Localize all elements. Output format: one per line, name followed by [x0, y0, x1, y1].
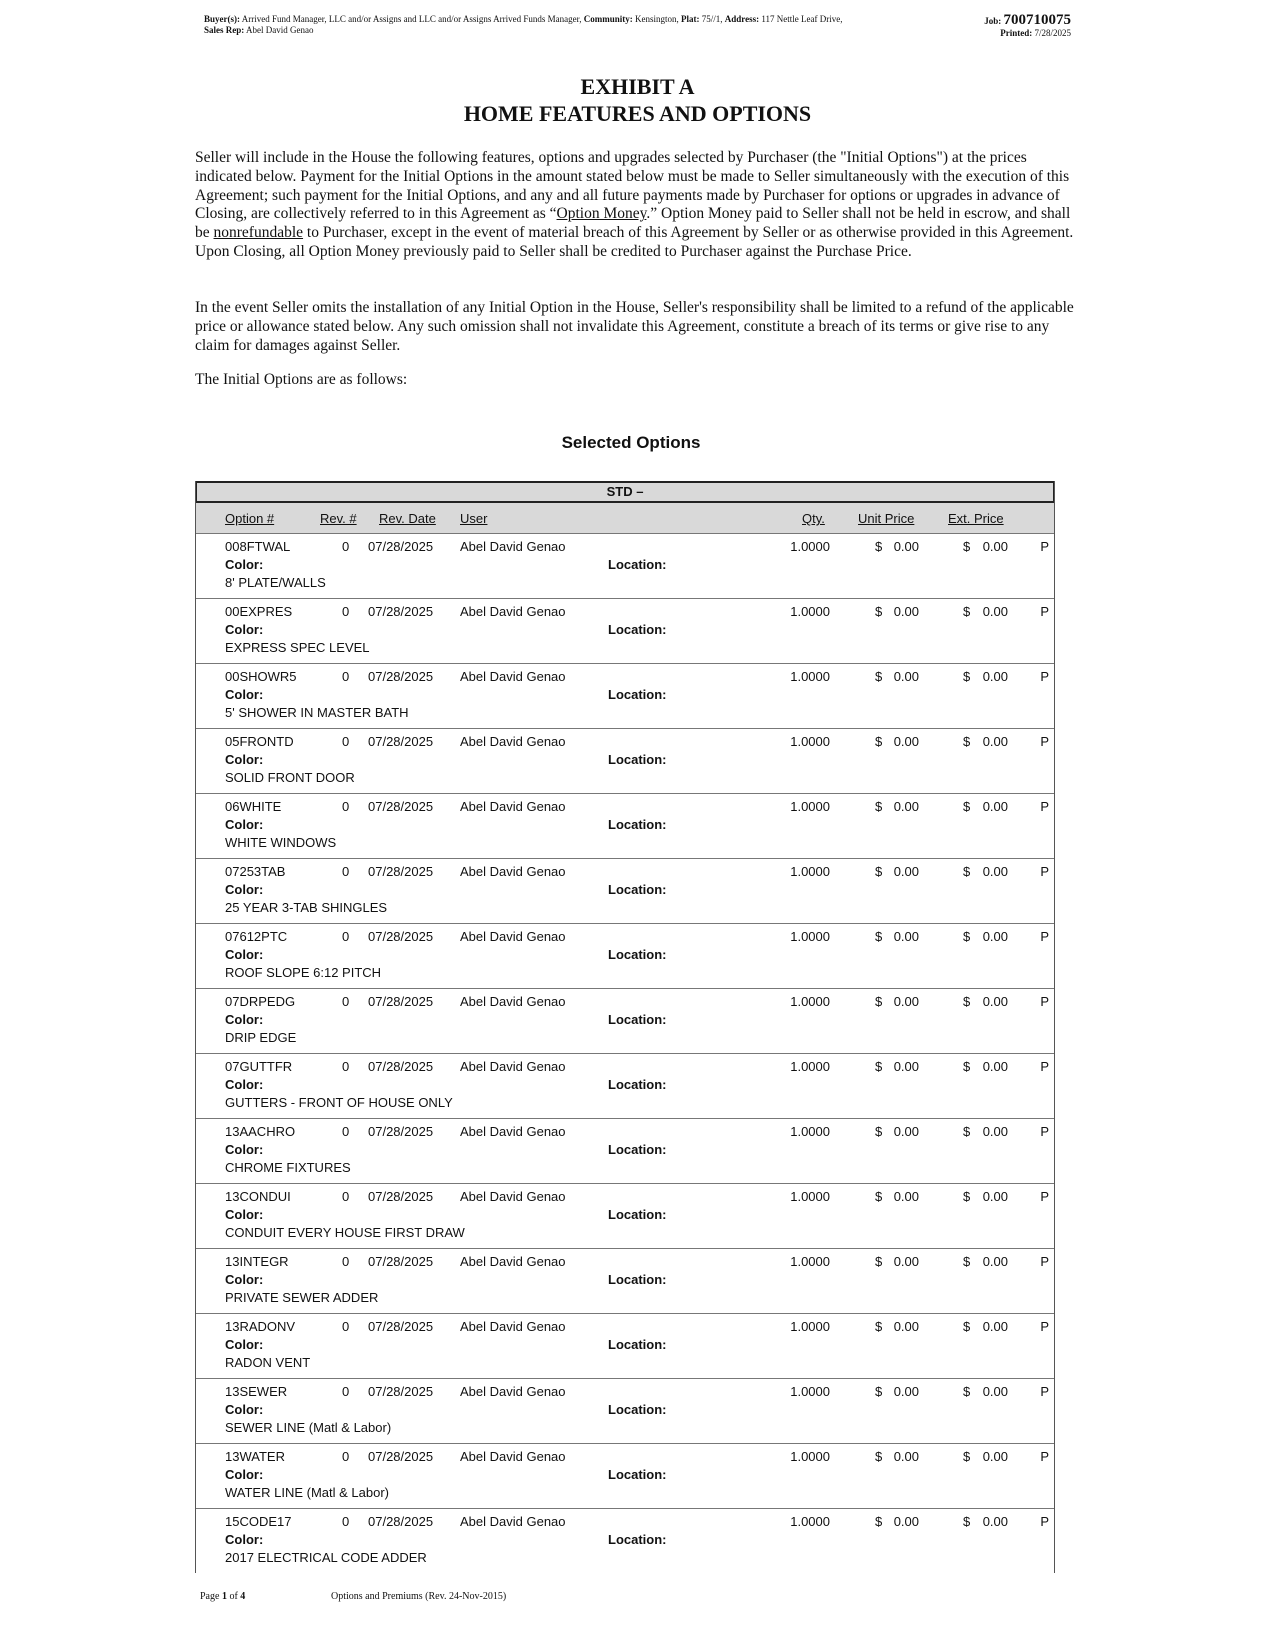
quantity: 1.0000 [790, 1124, 830, 1139]
location-label: Location: [608, 1012, 667, 1027]
location-label: Location: [608, 817, 667, 832]
ext-currency: $ [963, 799, 971, 814]
option-code: 13WATER [225, 1449, 285, 1464]
table-row [196, 794, 1054, 859]
rev-date: 07/28/2025 [368, 1449, 434, 1464]
selected-options-title: Selected Options [561, 433, 701, 452]
status-flag: P [1040, 799, 1049, 814]
quantity: 1.0000 [790, 1189, 830, 1204]
option-description: WHITE WINDOWS [225, 835, 337, 850]
table-row [196, 664, 1054, 729]
unit-currency: $ [875, 929, 883, 944]
table-row [196, 1054, 1054, 1119]
color-label: Color: [225, 1272, 264, 1287]
ext-currency: $ [963, 1189, 971, 1204]
color-label: Color: [225, 1337, 264, 1352]
community-value: Kensington, [635, 14, 679, 24]
unit-price: 0.00 [893, 799, 919, 814]
paragraph-omission: In the event Seller omits the installation of any Initial Option in the House, Seller's responsibility shall be limited to a refund of the applicable price or allowance stated below. Any such omission shall not invalidate this Agreement, constitute a breach of its terms or give rise to any claim for damages against Seller. [195, 299, 1074, 354]
location-label: Location: [608, 1467, 667, 1482]
rev-number: 0 [342, 1319, 350, 1334]
ext-price: 0.00 [982, 929, 1008, 944]
rev-date: 07/28/2025 [368, 1384, 434, 1399]
unit-price: 0.00 [893, 1254, 919, 1269]
ext-currency: $ [963, 1384, 971, 1399]
unit-price: 0.00 [893, 1189, 919, 1204]
location-label: Location: [608, 1402, 667, 1417]
ext-currency: $ [963, 1124, 971, 1139]
status-flag: P [1040, 539, 1049, 554]
community-label: Community: [583, 14, 633, 24]
status-flag: P [1040, 1514, 1049, 1529]
unit-price: 0.00 [893, 669, 919, 684]
user-name: Abel David Genao [460, 864, 566, 879]
status-flag: P [1040, 1189, 1049, 1204]
option-description: 8' PLATE/WALLS [225, 575, 326, 590]
location-label: Location: [608, 687, 667, 702]
user-name: Abel David Genao [460, 734, 566, 749]
user-name: Abel David Genao [460, 929, 566, 944]
nonrefundable-term: nonrefundable [213, 224, 304, 242]
unit-price: 0.00 [893, 1319, 919, 1334]
user-name: Abel David Genao [460, 799, 566, 814]
location-label: Location: [608, 947, 667, 962]
user-name: Abel David Genao [460, 1059, 566, 1074]
page-total: 4 [240, 1591, 246, 1602]
ext-currency: $ [963, 864, 971, 879]
user-name: Abel David Genao [460, 1514, 566, 1529]
ext-price: 0.00 [982, 1059, 1008, 1074]
unit-price: 0.00 [893, 1059, 919, 1074]
location-label: Location: [608, 752, 667, 767]
option-code: 13RADONV [225, 1319, 296, 1334]
option-description: RADON VENT [225, 1355, 311, 1370]
rev-date: 07/28/2025 [368, 929, 434, 944]
option-code: 13CONDUI [225, 1189, 291, 1204]
option-code: 15CODE17 [225, 1514, 292, 1529]
unit-price: 0.00 [893, 604, 919, 619]
table-row [196, 1509, 1054, 1573]
user-name: Abel David Genao [460, 1384, 566, 1399]
unit-currency: $ [875, 1189, 883, 1204]
sales-rep-label: Sales Rep: [204, 25, 245, 35]
rev-number: 0 [342, 539, 350, 554]
ext-price: 0.00 [982, 539, 1008, 554]
color-label: Color: [225, 1142, 264, 1157]
unit-currency: $ [875, 1319, 883, 1334]
options-table [195, 481, 1055, 1573]
color-label: Color: [225, 1012, 264, 1027]
rev-number: 0 [342, 1189, 350, 1204]
option-description: DRIP EDGE [225, 1030, 297, 1045]
quantity: 1.0000 [790, 1059, 830, 1074]
status-flag: P [1040, 669, 1049, 684]
option-code: 13AACHRO [225, 1124, 296, 1139]
unit-currency: $ [875, 1124, 883, 1139]
option-description: 5' SHOWER IN MASTER BATH [225, 705, 409, 720]
document-header [204, 14, 964, 36]
plat-label: Plat: [681, 14, 700, 24]
rev-number: 0 [342, 734, 350, 749]
rev-date: 07/28/2025 [368, 864, 434, 879]
color-label: Color: [225, 557, 264, 572]
ext-price: 0.00 [982, 994, 1008, 1009]
ext-currency: $ [963, 1319, 971, 1334]
unit-currency: $ [875, 604, 883, 619]
location-label: Location: [608, 1207, 667, 1222]
status-flag: P [1040, 994, 1049, 1009]
user-name: Abel David Genao [460, 994, 566, 1009]
unit-currency: $ [875, 1449, 883, 1464]
unit-currency: $ [875, 1514, 883, 1529]
option-code: 07DRPEDG [225, 994, 296, 1009]
user-name: Abel David Genao [460, 1319, 566, 1334]
color-label: Color: [225, 947, 264, 962]
option-code: 07GUTTFR [225, 1059, 293, 1074]
ext-price: 0.00 [982, 1189, 1008, 1204]
unit-price: 0.00 [893, 994, 919, 1009]
color-label: Color: [225, 687, 264, 702]
ext-currency: $ [963, 734, 971, 749]
ext-currency: $ [963, 604, 971, 619]
status-flag: P [1040, 1319, 1049, 1334]
color-label: Color: [225, 622, 264, 637]
option-description: ROOF SLOPE 6:12 PITCH [225, 965, 382, 980]
option-description: WATER LINE (Matl & Labor) [225, 1485, 389, 1500]
quantity: 1.0000 [790, 1384, 830, 1399]
rev-number: 0 [342, 864, 350, 879]
status-flag: P [1040, 1449, 1049, 1464]
ext-currency: $ [963, 1449, 971, 1464]
quantity: 1.0000 [790, 1449, 830, 1464]
ext-currency: $ [963, 994, 971, 1009]
status-flag: P [1040, 604, 1049, 619]
quantity: 1.0000 [790, 604, 830, 619]
option-description: GUTTERS - FRONT OF HOUSE ONLY [225, 1095, 453, 1110]
table-row [196, 599, 1054, 664]
paragraph-options-intro: The Initial Options are as follows: [195, 371, 408, 388]
header-line-1 [204, 14, 964, 25]
rev-date: 07/28/2025 [368, 1189, 434, 1204]
unit-price: 0.00 [893, 1124, 919, 1139]
table-row [196, 1314, 1054, 1379]
ext-currency: $ [963, 1514, 971, 1529]
option-money-term: Option Money [556, 205, 647, 223]
buyers-value: Arrived Fund Manager, LLC and/or Assigns and LLC and/or Assigns Arrived Funds Manager, [241, 14, 582, 24]
rev-date: 07/28/2025 [368, 1059, 434, 1074]
option-code: 07253TAB [225, 864, 286, 879]
user-name: Abel David Genao [460, 604, 566, 619]
rev-date: 07/28/2025 [368, 734, 434, 749]
color-label: Color: [225, 1077, 264, 1092]
ext-currency: $ [963, 1254, 971, 1269]
status-flag: P [1040, 1384, 1049, 1399]
option-code: 05FRONTD [225, 734, 294, 749]
ext-currency: $ [963, 1059, 971, 1074]
unit-price: 0.00 [893, 1384, 919, 1399]
col-user: User [460, 511, 488, 526]
status-flag: P [1040, 1254, 1049, 1269]
option-code: 06WHITE [225, 799, 282, 814]
unit-price: 0.00 [893, 539, 919, 554]
ext-price: 0.00 [982, 604, 1008, 619]
quantity: 1.0000 [790, 1254, 830, 1269]
exhibit-title: EXHIBIT A [580, 74, 695, 99]
ext-price: 0.00 [982, 669, 1008, 684]
unit-currency: $ [875, 539, 883, 554]
ext-price: 0.00 [982, 1319, 1008, 1334]
col-rev: Rev. # [320, 511, 357, 526]
option-description: CHROME FIXTURES [225, 1160, 351, 1175]
option-code: 00EXPRES [225, 604, 293, 619]
ext-price: 0.00 [982, 1449, 1008, 1464]
address-label: Address: [724, 14, 760, 24]
table-row [196, 534, 1054, 599]
unit-price: 0.00 [893, 929, 919, 944]
quantity: 1.0000 [790, 1319, 830, 1334]
table-row [196, 1379, 1054, 1444]
col-unit-price: Unit Price [858, 511, 915, 526]
ext-price: 0.00 [982, 734, 1008, 749]
unit-currency: $ [875, 1059, 883, 1074]
user-name: Abel David Genao [460, 1124, 566, 1139]
option-code: 008FTWAL [225, 539, 291, 554]
rev-number: 0 [342, 1514, 350, 1529]
ext-price: 0.00 [982, 1124, 1008, 1139]
ext-price: 0.00 [982, 864, 1008, 879]
job-label: Job: [984, 16, 1002, 26]
option-description: SOLID FRONT DOOR [225, 770, 355, 785]
option-description: PRIVATE SEWER ADDER [225, 1290, 379, 1305]
color-label: Color: [225, 1402, 264, 1417]
unit-currency: $ [875, 1254, 883, 1269]
std-bar: STD – [195, 481, 1055, 503]
printed-date: 7/28/2025 [1034, 28, 1071, 38]
location-label: Location: [608, 882, 667, 897]
table-row [196, 859, 1054, 924]
user-name: Abel David Genao [460, 1189, 566, 1204]
location-label: Location: [608, 622, 667, 637]
rev-number: 0 [342, 994, 350, 1009]
option-code: 07612PTC [225, 929, 288, 944]
option-code: 00SHOWR5 [225, 669, 297, 684]
rev-number: 0 [342, 669, 350, 684]
rev-date: 07/28/2025 [368, 1254, 434, 1269]
rev-number: 0 [342, 1124, 350, 1139]
rev-date: 07/28/2025 [368, 994, 434, 1009]
rev-number: 0 [342, 1449, 350, 1464]
rev-number: 0 [342, 929, 350, 944]
user-name: Abel David Genao [460, 539, 566, 554]
quantity: 1.0000 [790, 539, 830, 554]
color-label: Color: [225, 1207, 264, 1222]
option-code: 13INTEGR [225, 1254, 289, 1269]
option-description: EXPRESS SPEC LEVEL [225, 640, 370, 655]
rev-number: 0 [342, 1254, 350, 1269]
ext-price: 0.00 [982, 1384, 1008, 1399]
header-line-2 [204, 25, 964, 36]
option-description: CONDUIT EVERY HOUSE FIRST DRAW [225, 1225, 465, 1240]
ext-currency: $ [963, 539, 971, 554]
job-number: 700710075 [1003, 12, 1071, 28]
location-label: Location: [608, 1337, 667, 1352]
quantity: 1.0000 [790, 1514, 830, 1529]
page-number: 1 [221, 1591, 227, 1602]
ext-currency: $ [963, 669, 971, 684]
location-label: Location: [608, 1077, 667, 1092]
unit-currency: $ [875, 669, 883, 684]
option-description: SEWER LINE (Matl & Labor) [225, 1420, 392, 1435]
quantity: 1.0000 [790, 864, 830, 879]
ext-price: 0.00 [982, 1254, 1008, 1269]
color-label: Color: [225, 1467, 264, 1482]
quantity: 1.0000 [790, 669, 830, 684]
rev-date: 07/28/2025 [368, 604, 434, 619]
ext-price: 0.00 [982, 799, 1008, 814]
col-ext-price: Ext. Price [948, 511, 1004, 526]
status-flag: P [1040, 929, 1049, 944]
color-label: Color: [225, 882, 264, 897]
location-label: Location: [608, 1142, 667, 1157]
rev-number: 0 [342, 1059, 350, 1074]
user-name: Abel David Genao [460, 669, 566, 684]
quantity: 1.0000 [790, 929, 830, 944]
address-value: 117 Nettle Leaf Drive, [761, 14, 843, 24]
user-name: Abel David Genao [460, 1449, 566, 1464]
quantity: 1.0000 [790, 734, 830, 749]
form-revision: Options and Premiums (Rev. 24-Nov-2015) [331, 1591, 507, 1602]
unit-currency: $ [875, 734, 883, 749]
exhibit-subtitle: HOME FEATURES AND OPTIONS [463, 101, 812, 126]
sales-rep-value: Abel David Genao [246, 25, 314, 35]
location-label: Location: [608, 1532, 667, 1547]
table-row [196, 1249, 1054, 1314]
unit-price: 0.00 [893, 864, 919, 879]
status-flag: P [1040, 864, 1049, 879]
ext-currency: $ [963, 929, 971, 944]
unit-currency: $ [875, 864, 883, 879]
color-label: Color: [225, 1532, 264, 1547]
rev-date: 07/28/2025 [368, 1124, 434, 1139]
color-label: Color: [225, 817, 264, 832]
option-description: 2017 ELECTRICAL CODE ADDER [225, 1550, 427, 1565]
col-qty: Qty. [802, 511, 825, 526]
table-row [196, 1119, 1054, 1184]
table-row [196, 989, 1054, 1054]
job-info [984, 14, 1071, 39]
status-flag: P [1040, 1124, 1049, 1139]
location-label: Location: [608, 557, 667, 572]
unit-currency: $ [875, 799, 883, 814]
rev-number: 0 [342, 604, 350, 619]
user-name: Abel David Genao [460, 1254, 566, 1269]
rev-date: 07/28/2025 [368, 539, 434, 554]
rev-date: 07/28/2025 [368, 799, 434, 814]
option-rows [196, 534, 1054, 1573]
status-flag: P [1040, 734, 1049, 749]
unit-currency: $ [875, 994, 883, 1009]
printed-label: Printed: [1000, 28, 1033, 38]
paragraph-initial-options: Seller will include in the House the following features, options and upgrades selected by Purchaser (the "Initial Options") at the prices indicated below. Payment for the Initial Options in the amount stated below must be made to Seller simultaneously with the execution of this Agreement; such payment for the Initial Options, and any and all future payments made by Purchaser for options or upgrades in advance of Closing, are collectively referred to in this Agreement as “Option Money.” Option Money paid to Seller shall not be held in escrow, and shall be nonrefundable to Purchaser, except in the event of material breach of this Agreement by Seller or as otherwise provided in this Agreement. Upon Closing, all Option Money previously paid to Seller shall be credited to Purchaser against the Purchase Price. [195, 149, 1074, 260]
rev-number: 0 [342, 1384, 350, 1399]
unit-price: 0.00 [893, 734, 919, 749]
rev-date: 07/28/2025 [368, 1319, 434, 1334]
page-indicator: Page 1 of 4 [200, 1591, 246, 1602]
plat-value: 75//1, [701, 14, 723, 24]
rev-number: 0 [342, 799, 350, 814]
table-row [196, 1184, 1054, 1249]
column-header-row [196, 503, 1054, 534]
option-code: 13SEWER [225, 1384, 288, 1399]
unit-currency: $ [875, 1384, 883, 1399]
rev-date: 07/28/2025 [368, 669, 434, 684]
quantity: 1.0000 [790, 799, 830, 814]
status-flag: P [1040, 1059, 1049, 1074]
option-description: 25 YEAR 3-TAB SHINGLES [225, 900, 388, 915]
buyers-label: Buyer(s): [204, 14, 240, 24]
col-option: Option # [225, 511, 275, 526]
location-label: Location: [608, 1272, 667, 1287]
quantity: 1.0000 [790, 994, 830, 1009]
table-row [196, 924, 1054, 989]
color-label: Color: [225, 752, 264, 767]
col-rev-date: Rev. Date [379, 511, 436, 526]
unit-price: 0.00 [893, 1449, 919, 1464]
table-row [196, 729, 1054, 794]
rev-date: 07/28/2025 [368, 1514, 434, 1529]
unit-price: 0.00 [893, 1514, 919, 1529]
table-row [196, 1444, 1054, 1509]
ext-price: 0.00 [982, 1514, 1008, 1529]
